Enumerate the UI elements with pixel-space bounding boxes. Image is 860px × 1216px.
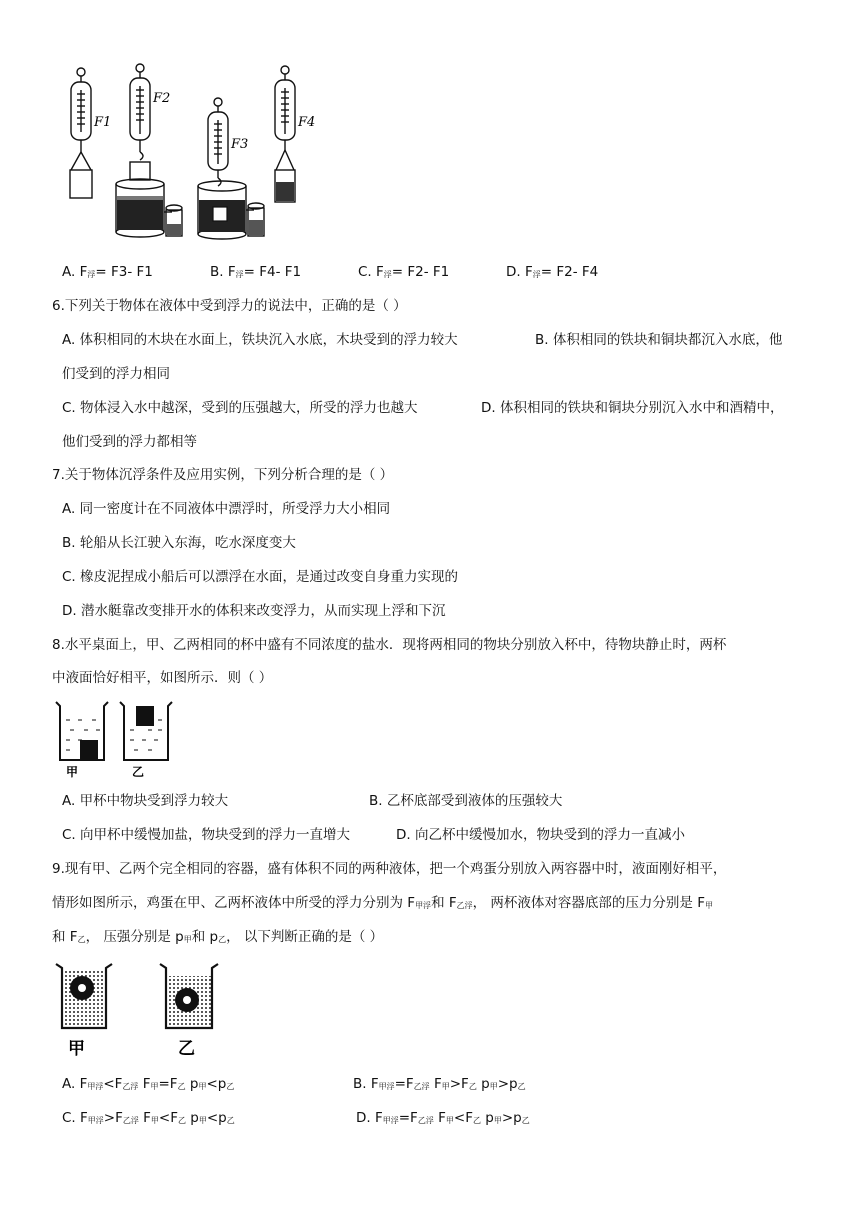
force-label-f1: F1 xyxy=(94,115,112,130)
q5-option-d[interactable]: D. $F_浮= F2-$ F4 xyxy=(506,264,599,280)
q6-option-b-cont: 们受到的浮力相同 xyxy=(62,366,170,382)
q8-label-jia: 甲 xyxy=(66,765,79,779)
q6-option-d-cont: 他们受到的浮力都相等 xyxy=(62,434,197,450)
q5-option-b[interactable]: B. $F_浮= F4-$ F1 xyxy=(210,264,302,280)
q5-option-c[interactable]: C. $F_浮= F2-$ F1 xyxy=(358,264,450,280)
q6-option-a[interactable]: A. 体积相同的木块在水面上，铁块沉入水底，木块受到的浮力较大 xyxy=(62,332,458,348)
q9-egg-containers-figure xyxy=(52,958,222,1060)
q9-stem-line1: 9.现有甲、乙两个完全相同的容器，盛有体积不同的两种液体，把一个鸡蛋分别放入两容器中时，液面刚好相平， xyxy=(52,861,727,877)
q6-option-d[interactable]: D. 体积相同的铁块和铜块分别沉入水中和酒精中， xyxy=(481,400,784,416)
q8-beakers-figure xyxy=(52,696,182,780)
q9-option-c[interactable]: C. $F_{甲浮}>F_{乙浮}$ $F_甲<F_乙$ $p_甲<p_乙$ xyxy=(62,1110,235,1126)
q8-stem-line1: 8.水平桌面上，甲、乙两相同的杯中盛有不同浓度的盐水．现将两相同的物块分别放入杯中，待物块静止时，两杯 xyxy=(52,637,727,653)
q9-stem-line3: 和 $F_乙$， 压强分别是 $p_甲$和 $p_乙$， 以下判断正确的是（ ） xyxy=(52,929,384,945)
force-label-f2: F2 xyxy=(153,91,171,106)
force-label-f4: F4 xyxy=(298,115,316,130)
q7-option-b[interactable]: B. 轮船从长江驶入东海，吃水深度变大 xyxy=(62,535,296,551)
q8-stem-line2: 中液面恰好相平，如图所示．则（ ） xyxy=(52,670,273,686)
q6-option-b[interactable]: B. 体积相同的铁块和铜块都沉入水底，他 xyxy=(535,332,783,348)
q8-option-a[interactable]: A. 甲杯中物块受到浮力较大 xyxy=(62,793,229,809)
q6-stem: 6.下列关于物体在液体中受到浮力的说法中，正确的是（ ） xyxy=(52,298,407,314)
q9-label-yi: 乙 xyxy=(178,1039,195,1059)
q9-stem-line2: 情形如图所示，鸡蛋在甲、乙两杯液体中所受的浮力分别为 $F_{甲浮}$和 $F_{乙浮}$， 两杯液体对容器底部的压力分别是 $F_甲$ xyxy=(52,895,713,911)
q7-option-d[interactable]: D. 潜水艇靠改变排开水的体积来改变浮力，从而实现上浮和下沉 xyxy=(62,603,446,619)
q9-option-b[interactable]: B. $F_{甲浮}=F_{乙浮}$ $F_甲>F_乙$ $p_甲>p_乙$ xyxy=(353,1076,526,1092)
q8-label-yi: 乙 xyxy=(132,765,145,779)
q9-option-a[interactable]: A. $F_{甲浮}<F_{乙浮}$ $F_甲=F_乙$ $p_甲<p_乙$ xyxy=(62,1076,235,1092)
q8-option-b[interactable]: B. 乙杯底部受到液体的压强较大 xyxy=(369,793,563,809)
q7-option-a[interactable]: A. 同一密度计在不同液体中漂浮时，所受浮力大小相同 xyxy=(62,501,391,517)
q5-option-a[interactable]: A. $F_浮= F3-$ F1 xyxy=(62,264,153,280)
q8-option-d[interactable]: D. 向乙杯中缓慢加水，物块受到的浮力一直减小 xyxy=(396,827,685,843)
q7-stem: 7.关于物体沉浮条件及应用实例，下列分析合理的是（ ） xyxy=(52,467,394,483)
q8-option-c[interactable]: C. 向甲杯中缓慢加盐，物块受到的浮力一直增大 xyxy=(62,827,351,843)
spring-balance-figure xyxy=(58,60,318,242)
q9-label-jia: 甲 xyxy=(68,1039,85,1059)
q9-option-d[interactable]: D. $F_{甲浮}=F_{乙浮}$ $F_甲<F_乙$ $p_甲>p_乙$ xyxy=(356,1110,530,1126)
q6-option-c[interactable]: C. 物体浸入水中越深，受到的压强越大，所受的浮力也越大 xyxy=(62,400,418,416)
force-label-f3: F3 xyxy=(231,137,249,152)
q7-option-c[interactable]: C. 橡皮泥捏成小船后可以漂浮在水面，是通过改变自身重力实现的 xyxy=(62,569,459,585)
